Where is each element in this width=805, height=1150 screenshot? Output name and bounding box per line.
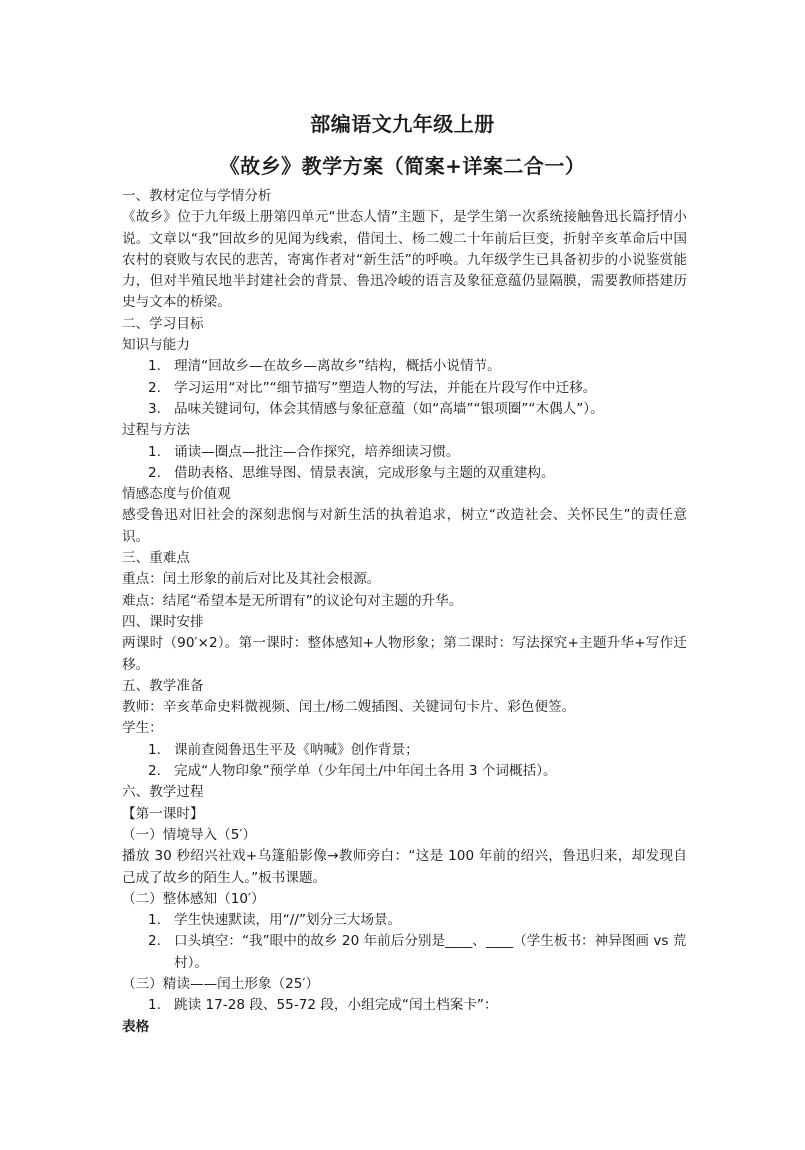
difficult-point: 难点：结尾“希望本是无所谓有”的议论句对主题的升华。 [122,592,463,609]
document-body [122,186,687,1038]
section-heading: 五、教学准备 [122,677,204,694]
student-prep-label: 学生： [122,720,163,737]
list-item [148,910,687,931]
list-number: 1. [148,997,161,1014]
section-heading: 三、重难点 [122,550,190,567]
list-number: 1. [148,358,161,375]
list-text: 课前查阅鲁迅生平及《呐喊》创作背景； [174,741,419,758]
paragraph: 《故乡》位于九年级上册第四单元“世态人情”主题下，是学生第一次系统接触鲁迅长篇抒情小说。文章以“我”回故乡的见闻为线索，借闰土、杨二嫂二十年前后巨变，折射辛亥革命后中国农村的衰败与农民的悲苦，寄寓作者对“新生活”的呼唤。九年级学生已具备初步的小说鉴赏能力，但对半殖民地半封建社会的背景、鲁迅冷峻的语言及象征意蕴仍显隔膜，需要教师搭建历史与文本的桥梁。 [122,209,687,311]
list-text: 完成“人物印象”预学单（少年闰土/中年闰土各用 3 个词概括）。 [174,763,557,780]
document-subtitle: 《故乡》教学方案（简案+详案二合一） [219,154,586,178]
list-text: 品味关键词句，体会其情感与象征意蕴（如“高墙”“银项圈”“木偶人”）。 [174,400,604,417]
list-text: 诵读—圈点—批注—合作探究，培养细读习惯。 [174,443,460,460]
step-heading: （一）情境导入（5′） [122,826,257,843]
list-number: 1. [148,741,161,758]
list-number: 2. [148,933,161,950]
table-label: 表格 [122,1018,150,1035]
paragraph: 两课时（90′×2）。第一课时：整体感知+人物形象；第二课时：写法探究+主题升华+写作迁移。 [122,635,687,673]
list-item [148,761,687,782]
list-number: 3. [148,400,161,417]
section-heading: 六、教学过程 [122,784,204,801]
list-text: 借助表格、思维导图、情景表演，完成形象与主题的双重建构。 [174,464,555,481]
step-heading: （三）精读——闰土形象（25′） [122,975,320,992]
list-item [148,356,687,377]
list-text: 学习运用“对比”“细节描写”塑造人物的写法，并能在片段写作中迁移。 [174,379,597,396]
step-heading: （二）整体感知（10′） [122,890,265,907]
subheading: 情感态度与价值观 [122,486,231,503]
paragraph: 播放 30 秒绍兴社戏+乌篷船影像→教师旁白：“这是 100 年前的绍兴，鲁迅归来，却发现自己成了故乡的陌生人。”板书课题。 [122,848,687,886]
list-text: 理清“回故乡—在故乡—离故乡”结构，概括小说情节。 [174,358,501,375]
list-text: 跳读 17-28 段、55-72 段，小组完成“闰土档案卡”： [174,997,498,1014]
list-number: 2. [148,763,161,780]
list-number: 1. [148,443,161,460]
list-number: 1. [148,912,161,929]
lesson-label: 【第一课时】 [122,805,204,822]
section-heading: 二、学习目标 [122,315,204,332]
list-item [148,740,687,761]
subheading: 知识与能力 [122,337,190,354]
list-number: 2. [148,379,161,396]
list-text: 学生快速默读，用“//”划分三大场景。 [174,912,402,929]
section-heading: 一、教材定位与学情分析 [122,188,272,204]
list-text: 口头填空：“我”眼中的故乡 20 年前后分别是____、____（学生板书：神异图画 vs 荒村）。 [174,933,687,971]
list-item [148,378,687,399]
subheading: 过程与方法 [122,422,190,439]
section-heading: 四、课时安排 [122,613,204,630]
list-number: 2. [148,464,161,481]
key-point: 重点：闰土形象的前后对比及其社会根源。 [122,571,381,588]
document-title: 部编语文九年级上册 [310,112,495,136]
teacher-prep: 教师：辛亥革命史料微视频、闰土/杨二嫂插图、关键词句卡片、彩色便签。 [122,699,576,716]
list-item [148,931,687,974]
list-item [148,442,687,463]
list-item [148,995,687,1016]
list-item [148,399,687,420]
list-item [148,463,687,484]
paragraph: 感受鲁迅对旧社会的深刻悲悯与对新生活的执着追求，树立“改造社会、关怀民生”的责任意识。 [122,507,687,545]
